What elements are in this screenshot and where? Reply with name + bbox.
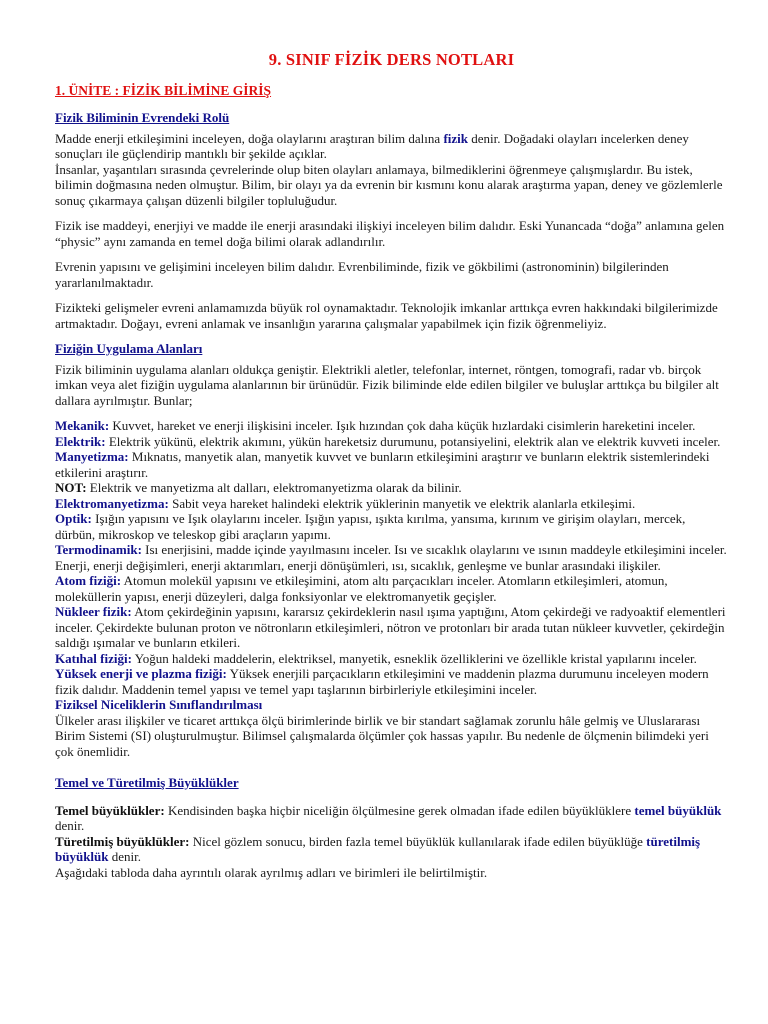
section-heading-quantities-classification: Fiziksel Niceliklerin Sınıflandırılması [55, 697, 263, 712]
paragraph-physics-matter-energy: Fizik ise maddeyi, enerjiyi ve madde ile enerji arasındaki ilişkiyi inceleyen bilim dalıdır. Eski Yunancada “doğa” anlamına gelen “physic” aynı zamanda en temel doğa bilimi olarak adlandırılır. [55, 218, 725, 249]
note-term: NOT: [55, 480, 87, 495]
list-item [55, 651, 728, 667]
branch-term: Termodinamik: [55, 542, 142, 557]
paragraph-base-quantities [55, 803, 728, 834]
branch-text: Elektrik ve manyetizma alt dalları, elektromanyetizma olarak da bilinir. [86, 480, 462, 495]
branch-text: Yoğun haldeki maddelerin, elektriksel, manyetik, esneklik özelliklerini ve özellikle kristal yapılarını inceler. [131, 650, 697, 666]
branch-text: Mıknatıs, manyetik alan, manyetik kuvvet ve bunların etkileşimini araştırır ve bunların elektrik sistemlerindeki etkilerini araştırır. [55, 449, 710, 480]
paragraph-derived-quantities [55, 834, 728, 865]
text-run: denir. Doğadaki olayları incelerken deney sonuçları ile güçlendirip mantıklı bir şekilde açıklar. [55, 130, 689, 161]
list-item [55, 666, 728, 697]
branch-term: Manyetizma: [55, 449, 129, 464]
paragraph-si-units: Ülkeler arası ilişkiler ve ticaret arttıkça ölçü birimlerinde birlik ve bir standart sağlamak zorunlu hâle gelmiş ve Uluslararası Birim Sistemi (SI) oluşturulmuştur. Bilimsel çalışmalarda ölçümler çok hassas yapılır. Bu nedenle de ölçmenin bilimdeki yeri çok önemlidir. [55, 712, 709, 759]
list-item [55, 511, 728, 542]
text-run: Madde enerji etkileşimini inceleyen, doğa olaylarını araştıran bilim dalına [55, 130, 444, 146]
branch-text: Işığın yapısını ve Işık olaylarını inceler. Işığın yapısı, ışıkta kırılma, yansıma, kırınım ve girişim olayları, mercek, dürbün, mikroskop ve teleskop gibi araçların yapımı. [55, 511, 686, 542]
branch-text: Kuvvet, hareket ve enerji ilişkisini inceler. Işık hızından çok daha küçük hızlardaki cisimlerin hareketini inceler. [109, 418, 696, 433]
branch-term: Elektromanyetizma: [55, 495, 169, 511]
branch-term: Mekanik: [55, 418, 110, 433]
paragraph-science-origin: İnsanlar, yaşantıları sırasında çevrelerinde olup biten olayları anlamaya, bilmediklerini öğrenmeye çalışmışlardır. Bu istek, bilimin doğmasına neden olmuştur. Bilim, bir olayı ya da evrenin bir kısmını konu alarak araştırma yapan, deney ve gözlemlerle sonuç çıkarmaya çalışan düzenli bilgiler topluluğudur. [55, 161, 723, 208]
list-item [55, 418, 728, 434]
branch-term: Optik: [55, 511, 92, 526]
branch-text: Atom çekirdeğinin yapısını, kararsız çekirdeklerin nasıl ışıma yaptığını, Atom çekirdeği ve radyoaktif elementleri inceler. Çekirdekte bulunan proton ve nötronların etkileşimleri, nötron ve protonları bir arada tutan nükleer kuvvetler, çekirdeğin saldığı ışımalar ve bunların etkileri. [55, 604, 726, 650]
branch-term: Yüksek enerji ve plazma fiziği: [55, 666, 227, 681]
section-heading-applications: Fiziğin Uygulama Alanları [55, 341, 203, 356]
paragraph-physics-developments: Fizikteki gelişmeler evreni anlamamızda büyük rol oynamaktadır. Teknolojik imkanlar arttıkça evren hakkındaki bilgilerimizde artmaktadır. Doğayı, evreni anlamak ve insanlığın yararına çalışmalar yapabilmek için fizik öğrenmeliyiz. [55, 300, 718, 331]
keyword-fizik: fizik [443, 130, 468, 146]
list-item [55, 480, 728, 496]
list-item [55, 434, 728, 450]
list-item [55, 496, 728, 512]
branch-text: Yüksek enerjili parçacıkların etkileşimini ve maddenin plazma durumunu inceleyen modern fizik dalıdır. Maddenin temel yapısı ve temel yapı taşlarının birbirleriyle etkileşimini inceler. [55, 666, 709, 697]
keyword-derived-quantity: türetilmiş büyüklük [55, 833, 701, 864]
branch-text: Elektrik yükünü, elektrik akımını, yükün hareketsiz durumunu, potansiyelini, elektrik alan ve elektrik kuvveti inceler. [105, 433, 721, 449]
paragraph-table-note: Aşağıdaki tabloda daha ayrıntılı olarak ayrılmış adları ve birimleri ile belirtilmiştir. [55, 864, 488, 880]
branch-text: Atomun molekül yapısını ve etkileşimini, atom altı parçacıkları inceler. Atomların etkileşimleri, atomun, moleküllerin yapısı, enerji düzeyleri, dalga fonksiyonlar ve elektromanyetik geçişler. [55, 573, 668, 604]
text-run: Nicel gözlem sonucu, birden fazla temel büyüklük kullanılarak ifade edilen büyüklüğe [189, 833, 647, 849]
branch-term: Katıhal fiziği: [55, 650, 132, 666]
list-item [55, 542, 728, 573]
text-run: Kendisinden başka hiçbir niceliğin ölçülmesine gerek olmadan ifade edilen büyüklüklere [164, 802, 635, 818]
paragraph-physics-definition [55, 131, 728, 162]
branch-term: Atom fiziği: [55, 573, 122, 588]
paragraph-cosmology: Evrenin yapısını ve gelişimini inceleyen bilim dalıdır. Evrenbiliminde, fizik ve gökbilimi (astronominin) bilgilerinden yararlanılmaktadır. [55, 259, 669, 290]
branch-text: Sabit veya hareket halindeki elektrik yüklerinin manyetik ve elektrik alanlarla etkileşimi. [168, 495, 636, 511]
branch-term: Nükleer fizik: [55, 604, 132, 619]
text-run: denir. [108, 849, 141, 864]
list-item [55, 573, 728, 604]
paragraph-applications-intro: Fizik biliminin uygulama alanları oldukça geniştir. Elektrikli aletler, telefonlar, internet, röntgen, tomografi, radar vb. birçok imkan veya alet fiziğin uygulama alanlarının bir ürünüdür. Fizik biliminde elde edilen bilgiler ve buluşlar arttıkça bu bilgiler alt dallara ayrılmıştır. Bunlar; [55, 361, 719, 408]
section-heading-base-derived: Temel ve Türetilmiş Büyüklükler [55, 775, 239, 790]
base-term: Temel büyüklükler: [55, 802, 165, 818]
derived-term: Türetilmiş büyüklükler: [55, 833, 190, 849]
branch-text: Isı enerjisini, madde içinde yayılmasını inceler. Isı ve sıcaklık olaylarını ve ısının maddeyle etkileşimini inceler. Enerji, enerji değişimleri, enerji aktarımları, enerji dönüşümleri, ısı, sıcaklık, genleşme ve bunlar arasındaki ilişkiler. [55, 542, 727, 573]
branch-term: Elektrik: [55, 433, 106, 449]
branches-list [55, 418, 728, 697]
unit-heading: 1. ÜNİTE : FİZİK BİLİMİNE GİRİŞ [55, 82, 272, 98]
keyword-base-quantity: temel büyüklük [634, 802, 722, 818]
section-heading-role: Fizik Biliminin Evrendeki Rolü [55, 110, 230, 125]
list-item [55, 449, 728, 480]
text-run: denir. [55, 818, 85, 833]
page-title: 9. SINIF FİZİK DERS NOTLARI [268, 50, 515, 69]
list-item [55, 604, 728, 651]
